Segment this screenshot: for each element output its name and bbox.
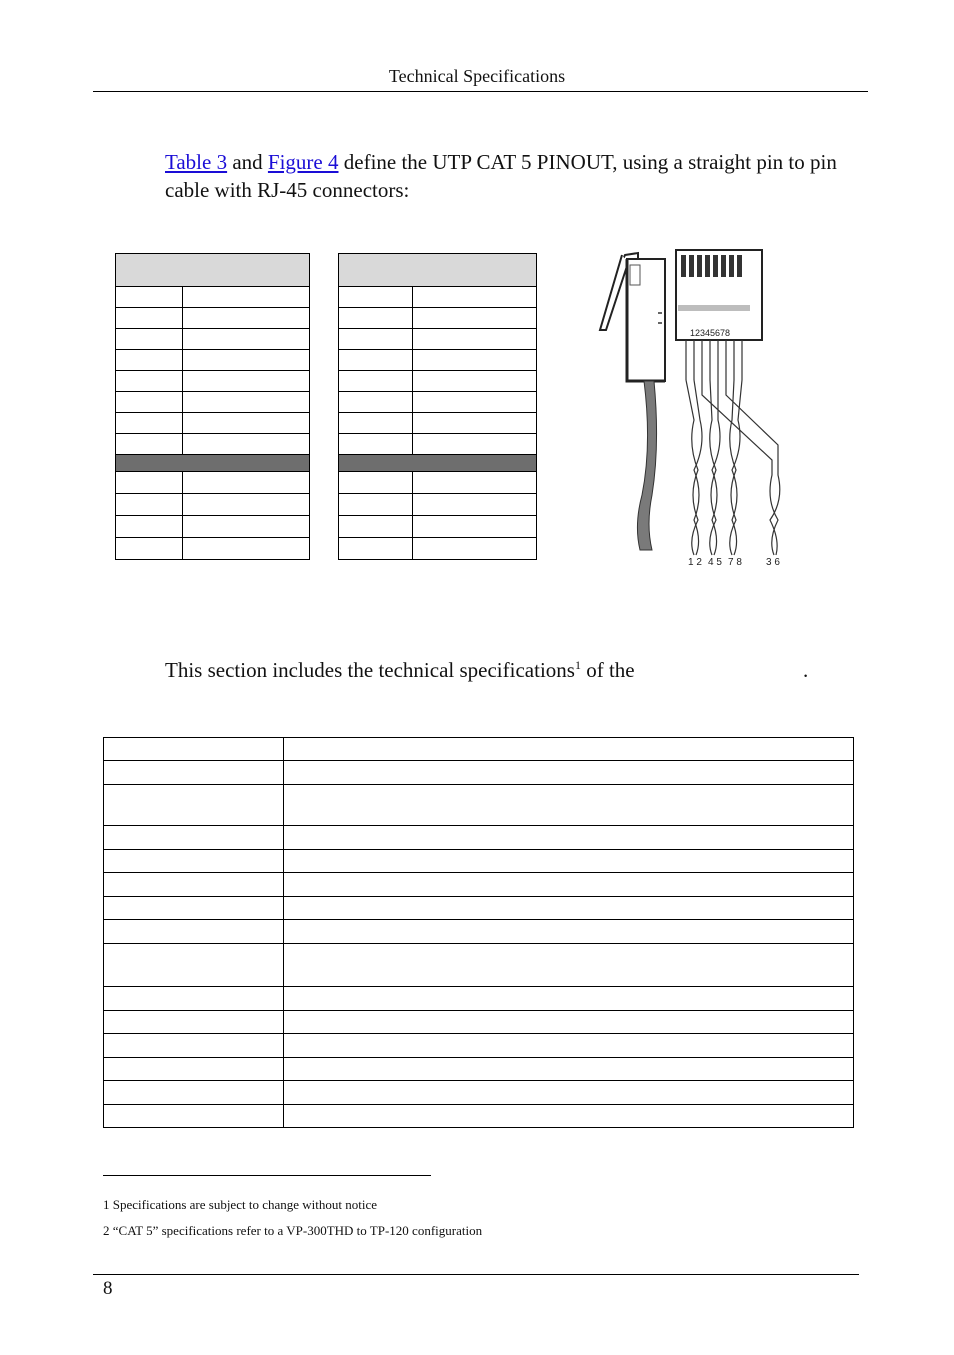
specifications-table bbox=[103, 737, 854, 1128]
figure-4-link[interactable]: Figure 4 bbox=[267, 150, 339, 174]
table-header-cell bbox=[116, 254, 310, 287]
table-row bbox=[104, 850, 854, 873]
footnote-1: 1 Specifications are subject to change without notice bbox=[103, 1197, 377, 1212]
intro-paragraph bbox=[165, 148, 865, 204]
table-row bbox=[104, 1105, 854, 1128]
pinout-table-right bbox=[338, 253, 537, 560]
pin-number-row: 12345678 bbox=[690, 328, 731, 338]
footnote-2: 2 “CAT 5” specifications refer to a VP-300THD to TP-120 configuration bbox=[103, 1223, 483, 1238]
table-divider-cell bbox=[116, 455, 310, 472]
section-intro-sentence bbox=[165, 658, 635, 683]
section-text-after: of the bbox=[580, 658, 635, 682]
table-row bbox=[339, 434, 537, 455]
footer-rule bbox=[93, 1274, 859, 1275]
table-row bbox=[339, 371, 537, 392]
table-row bbox=[116, 371, 310, 392]
table-row bbox=[116, 350, 310, 371]
table-row bbox=[104, 761, 854, 785]
table-row bbox=[116, 329, 310, 350]
table-row bbox=[104, 987, 854, 1011]
table-row bbox=[116, 494, 310, 516]
table-row bbox=[116, 538, 310, 560]
table-header-cell bbox=[339, 254, 537, 287]
section-text-before: This section includes the technical specifications bbox=[165, 658, 575, 682]
pinout-table-left bbox=[115, 253, 310, 560]
header-rule bbox=[93, 91, 868, 92]
intro-text-rest: define the UTP CAT 5 PINOUT, using a straight pin to pin cable with RJ-45 connectors: bbox=[165, 150, 837, 202]
pair-label-4-5: 4 5 bbox=[708, 557, 722, 568]
pair-label-3-6: 3 6 bbox=[766, 557, 780, 568]
table-row bbox=[339, 308, 537, 329]
footnote-ref-1[interactable]: 1 bbox=[574, 658, 581, 672]
table-row bbox=[104, 785, 854, 826]
table-row bbox=[116, 413, 310, 434]
table-row bbox=[104, 1011, 854, 1034]
table-row bbox=[104, 1058, 854, 1081]
footnote-rule bbox=[103, 1175, 431, 1176]
table-3-link[interactable]: Table 3 bbox=[165, 150, 228, 174]
table-row bbox=[104, 826, 854, 850]
table-row bbox=[116, 392, 310, 413]
table-row bbox=[339, 516, 537, 538]
table-row bbox=[339, 494, 537, 516]
table-row bbox=[339, 287, 537, 308]
table-row bbox=[339, 350, 537, 371]
intro-text-and: and bbox=[227, 150, 268, 174]
table-row bbox=[116, 434, 310, 455]
page-header-title: Technical Specifications bbox=[388, 66, 566, 86]
table-row bbox=[339, 472, 537, 494]
table-row bbox=[104, 944, 854, 987]
table-row bbox=[116, 308, 310, 329]
wire-bundle bbox=[686, 340, 780, 555]
table-row bbox=[116, 472, 310, 494]
table-row bbox=[104, 1034, 854, 1058]
page-number: 8 bbox=[103, 1278, 113, 1299]
pair-label-1-2: 1 2 bbox=[688, 557, 702, 568]
pair-label-7-8: 7 8 bbox=[728, 557, 742, 568]
table-row bbox=[116, 516, 310, 538]
rj45-side-view bbox=[600, 253, 665, 550]
table-row bbox=[104, 1081, 854, 1105]
table-row bbox=[339, 329, 537, 350]
table-row bbox=[339, 413, 537, 434]
rj45-front-view bbox=[676, 250, 762, 340]
table-divider-cell bbox=[339, 455, 537, 472]
rj45-connector-figure bbox=[590, 245, 800, 580]
table-row bbox=[104, 738, 854, 761]
section-sentence-end: . bbox=[803, 658, 809, 682]
table-row bbox=[104, 920, 854, 944]
table-row bbox=[339, 392, 537, 413]
table-row bbox=[339, 538, 537, 560]
table-row bbox=[104, 873, 854, 897]
table-row bbox=[116, 287, 310, 308]
table-row bbox=[104, 897, 854, 920]
